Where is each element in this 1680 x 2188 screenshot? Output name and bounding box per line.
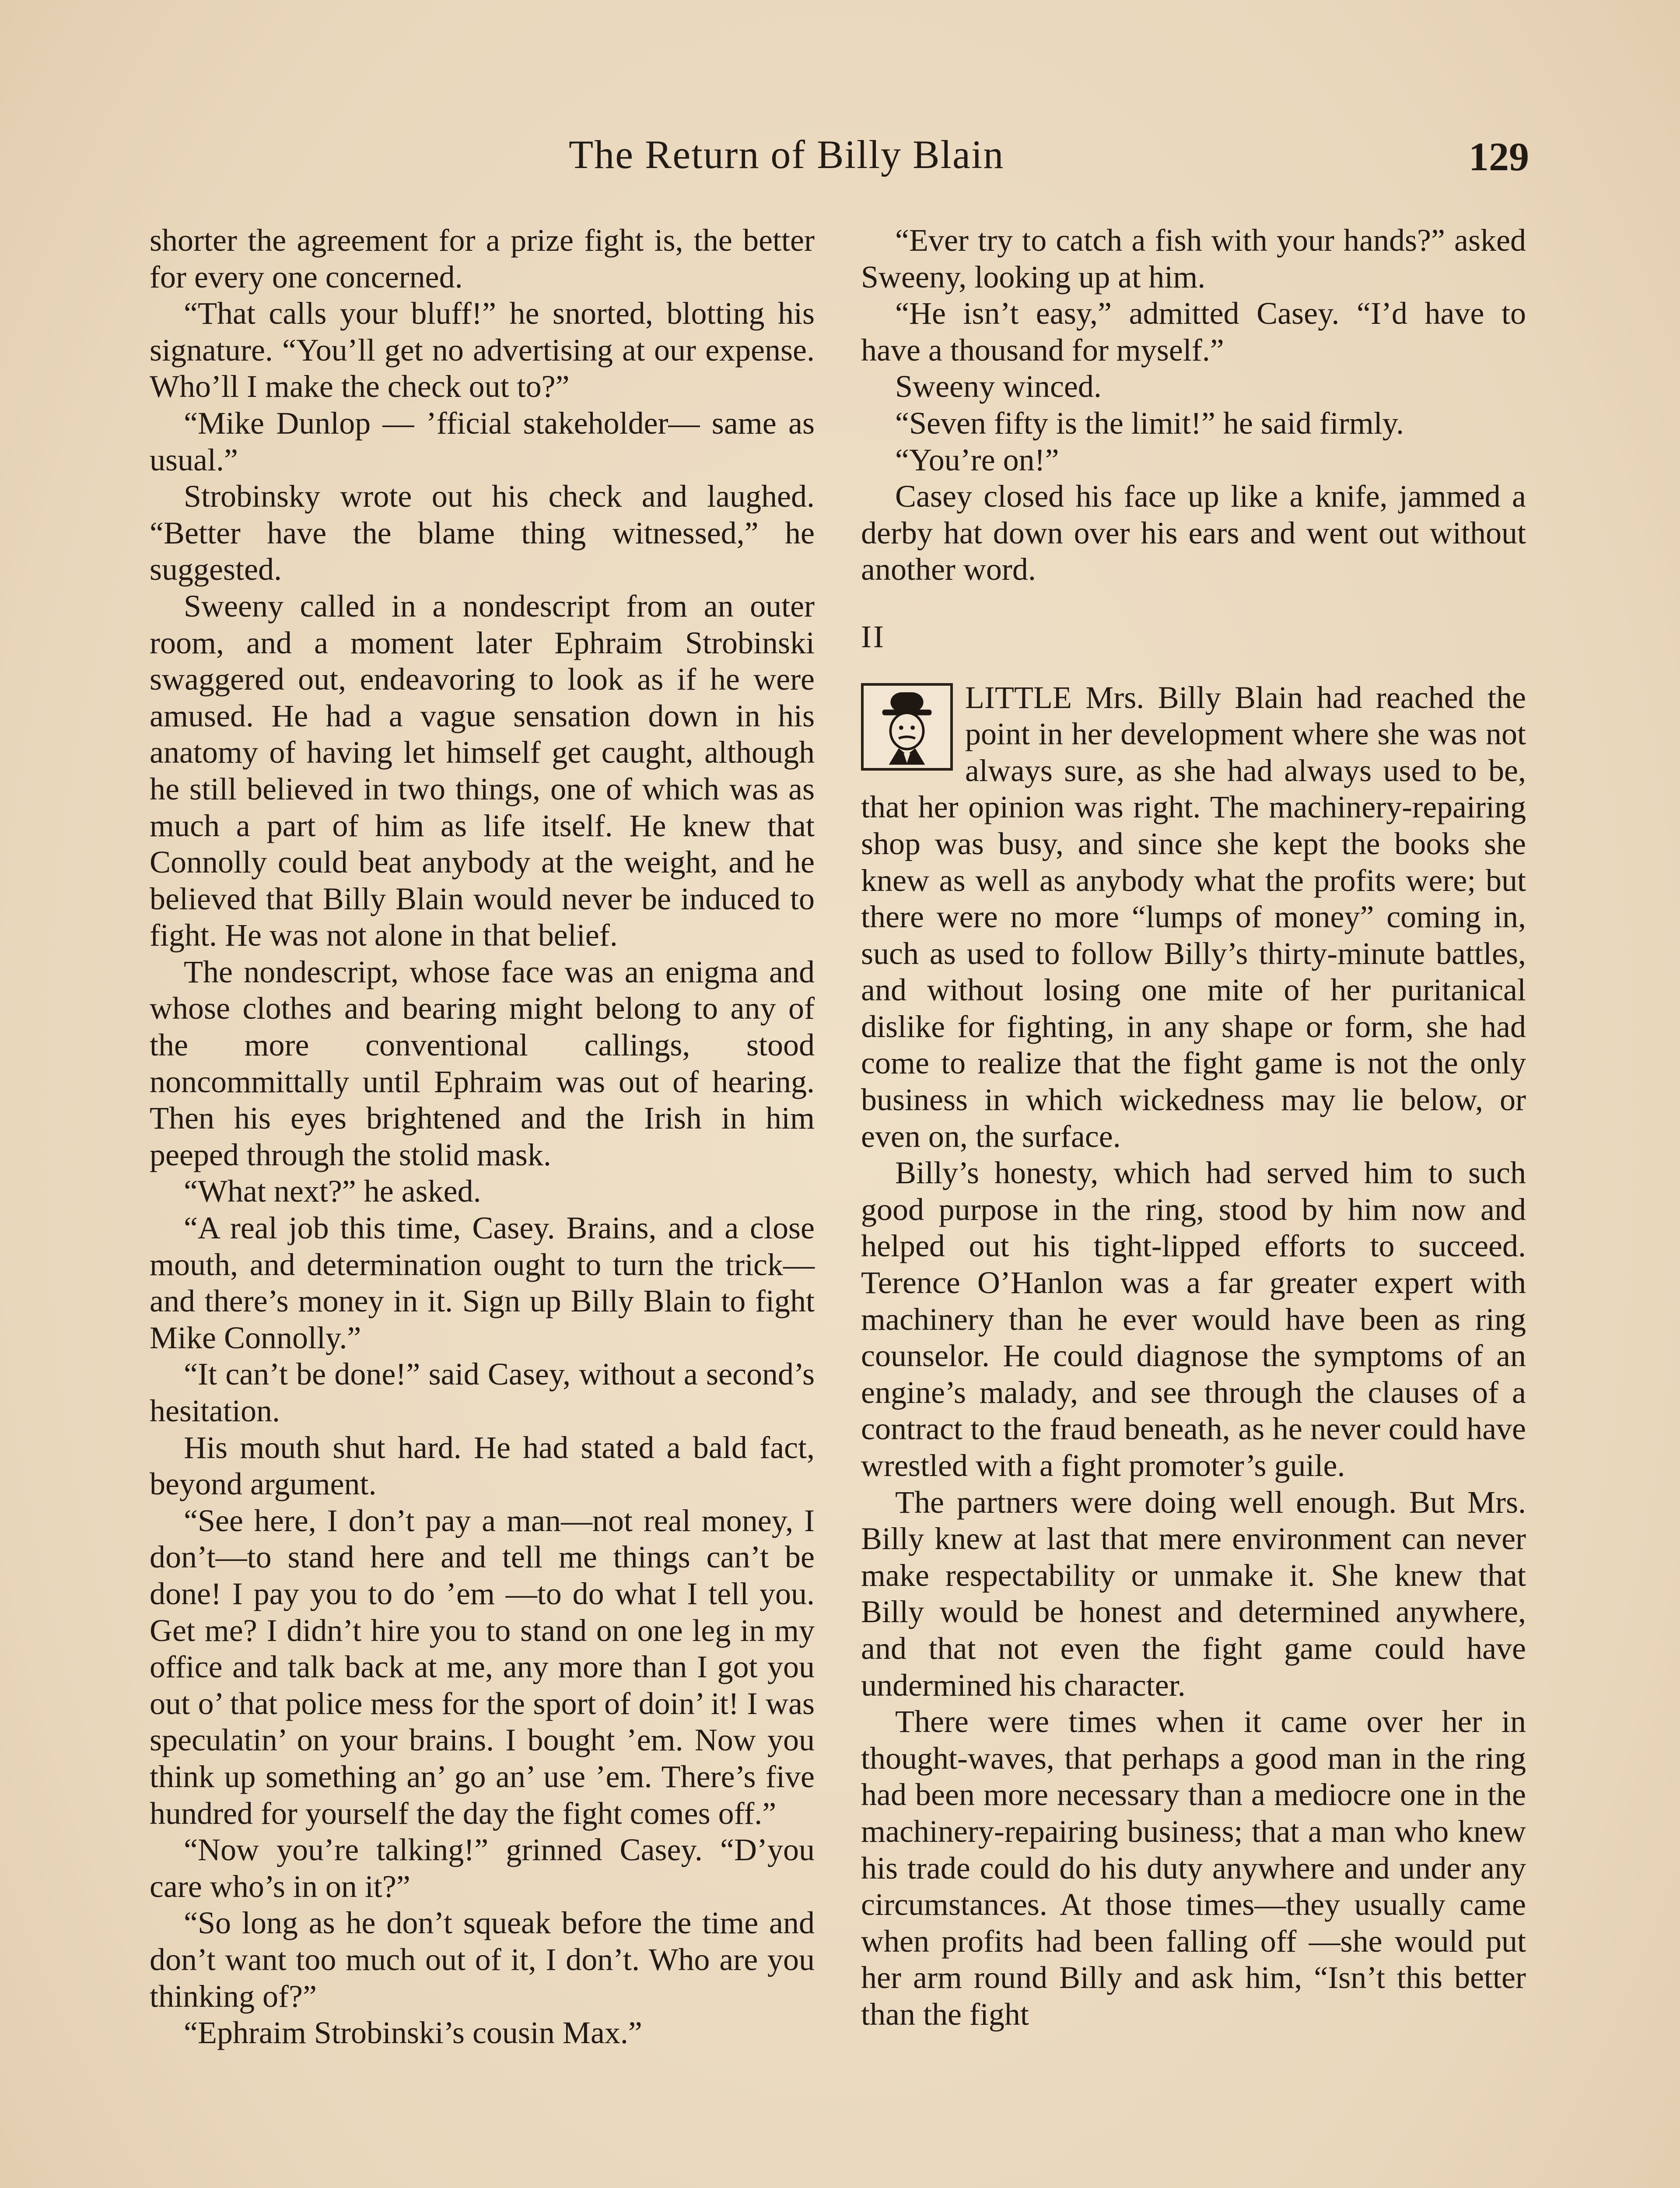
man-in-derby-hat-icon (861, 683, 953, 771)
paragraph: “So long as he don’t squeak before the time and don’t want too much out of it, I don’t. Who are you thinking of?” (150, 1905, 815, 2014)
paragraph: The nondescript, whose face was an enigma and whose clothes and bearing might belong to any of the more conventional callings, stood noncommittally until Ephraim was out of hearing. Then his eyes brightened and the Irish in him peeped through the stolid mask. (150, 954, 815, 1172)
paragraph: “That calls your bluff!” he snorted, blotting his signature. “You’ll get no advertising at our expense. Who’ll I make the check out to?” (150, 296, 815, 404)
paragraph: shorter the agreement for a prize fight is, the better for every one concerned. (150, 223, 815, 295)
paragraph: The partners were doing well enough. But Mrs. Billy knew at last that mere environment can never make respectability or unmake it. She knew that Billy would be honest and determined anywhere, and that not even the fight game could have undermined his character. (861, 1484, 1526, 1703)
paragraph: Sweeny called in a nondescript from an outer room, and a moment later Ephraim Strobinski swaggered out, endeavoring to look as if he were amused. He had a vague sensation down in his anatomy of having let himself get caught, although he still believed in two things, one of which was as much a part of him as life itself. He knew that Connolly could beat anybody at the weight, and he believed that Billy Blain would never be induced to fight. He was not alone in that belief. (150, 588, 815, 953)
section-numeral: II (861, 619, 886, 654)
dropcap-paragraph: LITTLE Mrs. Billy Blain had reached the point in her development where she was not always sure, as she had always used to be, that her opinion was right. The machinery-repairing shop was busy, and since she kept the books she knew as well as anybody what the profits were; but there were no more “lumps of money” coming in, such as used to follow Billy’s thirty-minute battles, and without losing one mite of her puritanical dislike for fighting, in any shape or form, she had come to realize that the fight game is not the only business in which wickedness may lie below, or even on, the surface. (861, 680, 1526, 1154)
paragraph: His mouth shut hard. He had stated a bald fact, beyond argument. (150, 1430, 815, 1502)
paragraph: Sweeny winced. (895, 369, 1102, 404)
paragraph: “Now you’re talking!” grinned Casey. “D’you care who’s in on it?” (150, 1832, 815, 1904)
running-title: The Return of Billy Blain (569, 132, 1004, 177)
paragraph: “A real job this time, Casey. Brains, and a close mouth, and determination ought to turn the trick—and there’s money in it. Sign up Billy Blain to fight Mike Connolly.” (150, 1210, 815, 1355)
paragraph: “Ever try to catch a fish with your hands?” asked Sweeny, looking up at him. (861, 223, 1526, 295)
paragraph: “See here, I don’t pay a man—not real money, I don’t—to stand here and tell me things can’t be done! I pay you to do ’em —to do what I tell you. Get me? I didn’t hire you to stand on one leg in my office and talk back at me, any more than I got you out o’ that police mess for the sport of doin’ it! I was speculatin’ on your brains. I bought ’em. Now you think up something an’ go an’ use ’em. There’s five hundred for yourself the day the fight comes off.” (150, 1503, 815, 1831)
paragraph: Strobinsky wrote out his check and laughed. “Better have the blame thing witnessed,” he suggested. (150, 479, 815, 587)
right-column (861, 222, 1526, 2033)
paragraph: “It can’t be done!” said Casey, without a second’s hesitation. (150, 1357, 815, 1428)
paragraph: Billy’s honesty, which had served him to such good purpose in the ring, stood by him now and helped out his tight-lipped efforts to succeed. Terence O’Hanlon was a far greater expert with machinery than he ever would have been as ring counselor. He could diagnose the symptoms of an engine’s malady, and see through the clauses of a contract to the fraud beneath, as he never could have wrestled with a fight promoter’s guile. (861, 1155, 1526, 1483)
paragraph: There were times when it came over her in thought-waves, that perhaps a good man in the ring had been more necessary than a mediocre one in the machinery-repairing business; that a man who knew his trade could do his duty anywhere and under any circumstances. At those times—they usually came when profits had been falling off —she would put her arm round Billy and ask him, “Isn’t this better than the fight (861, 1704, 1526, 2032)
paragraph: “What next?” he asked. (184, 1174, 481, 1209)
paragraph: “Ephraim Strobinski’s cousin Max.” (184, 2015, 642, 2051)
paragraph: “He isn’t easy,” admitted Casey. “I’d have to have a thousand for myself.” (861, 296, 1526, 368)
paragraph: “Mike Dunlop — ’fficial stakeholder— same as usual.” (150, 405, 815, 477)
paragraph: “Seven fifty is the limit!” he said firmly. (895, 405, 1404, 441)
page-number: 129 (1469, 134, 1529, 179)
paragraph: Casey closed his face up like a knife, jammed a derby hat down over his ears and went out without another word. (861, 479, 1526, 587)
left-column (150, 222, 815, 2051)
paragraph: “You’re on!” (895, 442, 1059, 477)
